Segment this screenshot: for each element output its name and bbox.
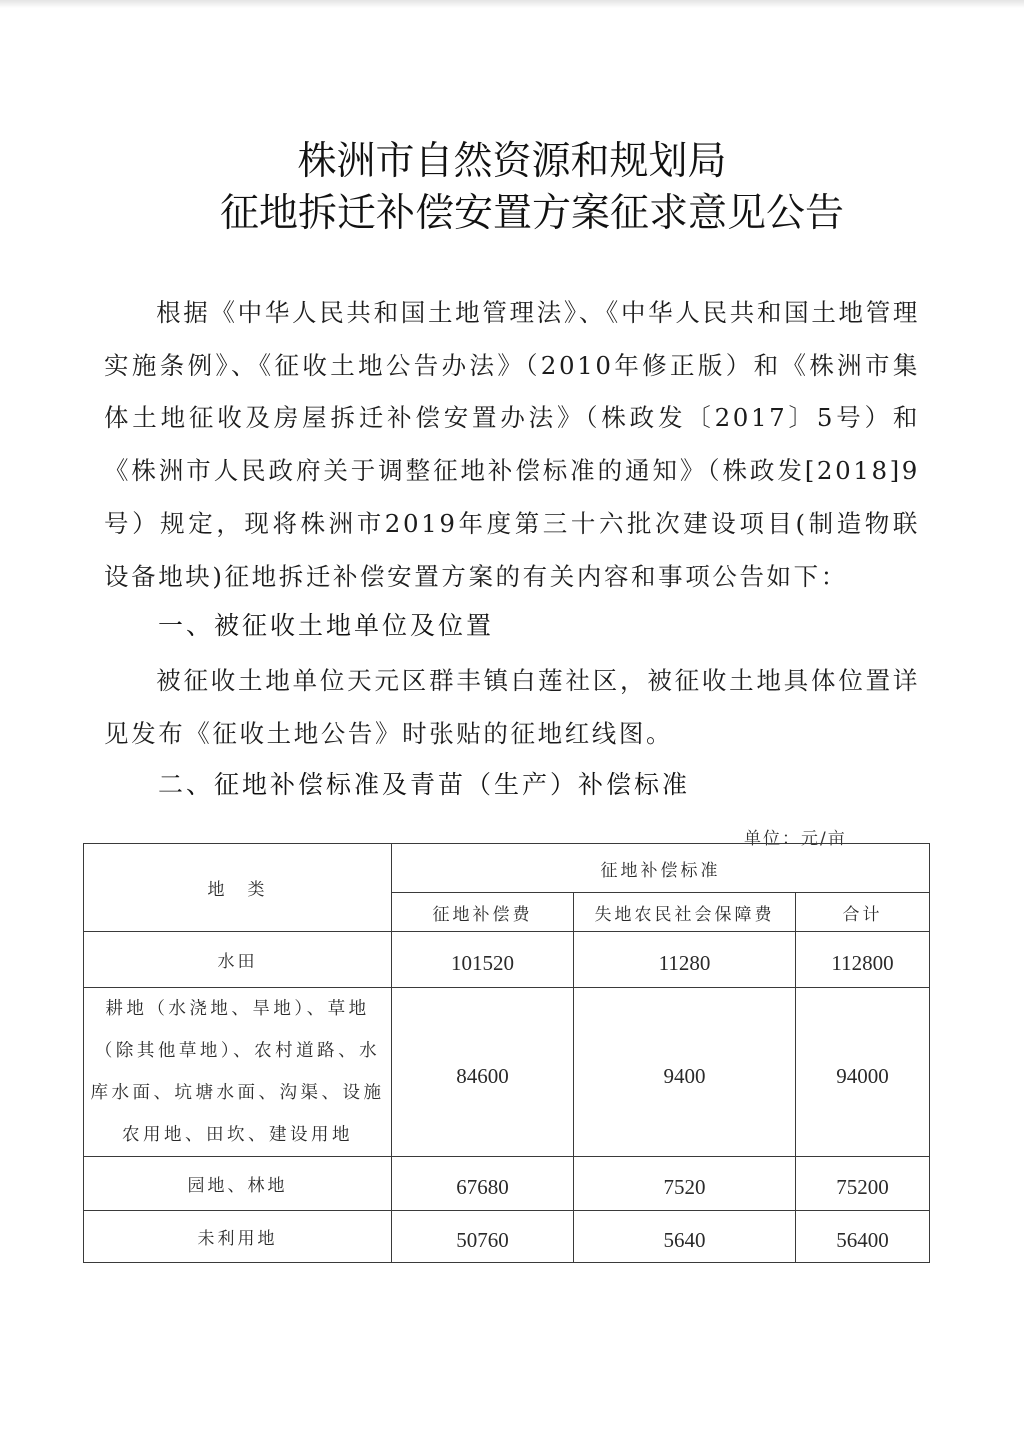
document-title-line1: 株洲市自然资源和规划局 (297, 139, 727, 184)
table-header-row (84, 844, 930, 893)
table-row (84, 1211, 930, 1263)
cell-compensation: 50760 (392, 1211, 574, 1263)
cell-total: 56400 (796, 1211, 930, 1263)
header-social-security: 失地农民社会保障费 (574, 893, 796, 932)
compensation-table (83, 843, 930, 1263)
cell-social-security: 11280 (574, 932, 796, 988)
cell-social-security: 5640 (574, 1211, 796, 1263)
cell-land-type-text: 耕地（水浇地、旱地）、草地（除其他草地）、农村道路、水库水面、坑塘水面、沟渠、设施农用地、田坎、建设用地 (90, 999, 385, 1145)
section1-body (104, 655, 920, 760)
cell-land-type (84, 988, 392, 1157)
cell-total: 112800 (796, 932, 930, 988)
document-title-line2: 征地拆迁补偿安置方案征求意见公告 (219, 191, 844, 236)
intro-paragraph (104, 287, 920, 603)
cell-land-type: 水田 (84, 932, 392, 988)
header-group-standard: 征地补偿标准 (392, 844, 930, 893)
intro-paragraph-text: 根据《中华人民共和国土地管理法》、《中华人民共和国土地管理实施条例》、《征收土地公告办法》（2010年修正版）和《株洲市集体土地征收及房屋拆迁补偿安置办法》（株政发〔2017〕5号）和《株洲市人民政府关于调整征地补偿标准的通知》（株政发[2018]9号）规定，现将株洲市2019年度第三十六批次建设项目(制造物联设备地块)征地拆迁补偿安置方案的有关内容和事项公告如下： (104, 298, 920, 591)
header-compensation: 征地补偿费 (392, 893, 574, 932)
header-land-type: 地 类 (84, 844, 392, 932)
section1-body-text: 被征收土地单位天元区群丰镇白莲社区，被征收土地具体位置详见发布《征收土地公告》时张贴的征地红线图。 (104, 666, 920, 748)
cell-social-security: 7520 (574, 1157, 796, 1211)
table-row (84, 988, 930, 1157)
table-row (84, 932, 930, 988)
cell-compensation: 101520 (392, 932, 574, 988)
scan-edge-shadow (0, 0, 1024, 8)
cell-social-security: 9400 (574, 988, 796, 1157)
cell-land-type: 未利用地 (84, 1211, 392, 1263)
table-row (84, 1157, 930, 1211)
section1-heading: 一、被征收土地单位及位置 (158, 611, 495, 640)
cell-land-type: 园地、林地 (84, 1157, 392, 1211)
unit-label: 单位：元/亩 (744, 829, 847, 849)
cell-total: 75200 (796, 1157, 930, 1211)
header-total: 合计 (796, 893, 930, 932)
cell-total: 94000 (796, 988, 930, 1157)
cell-compensation: 67680 (392, 1157, 574, 1211)
section2-heading: 二、征地补偿标准及青苗（生产）补偿标准 (158, 770, 691, 799)
cell-compensation: 84600 (392, 988, 574, 1157)
